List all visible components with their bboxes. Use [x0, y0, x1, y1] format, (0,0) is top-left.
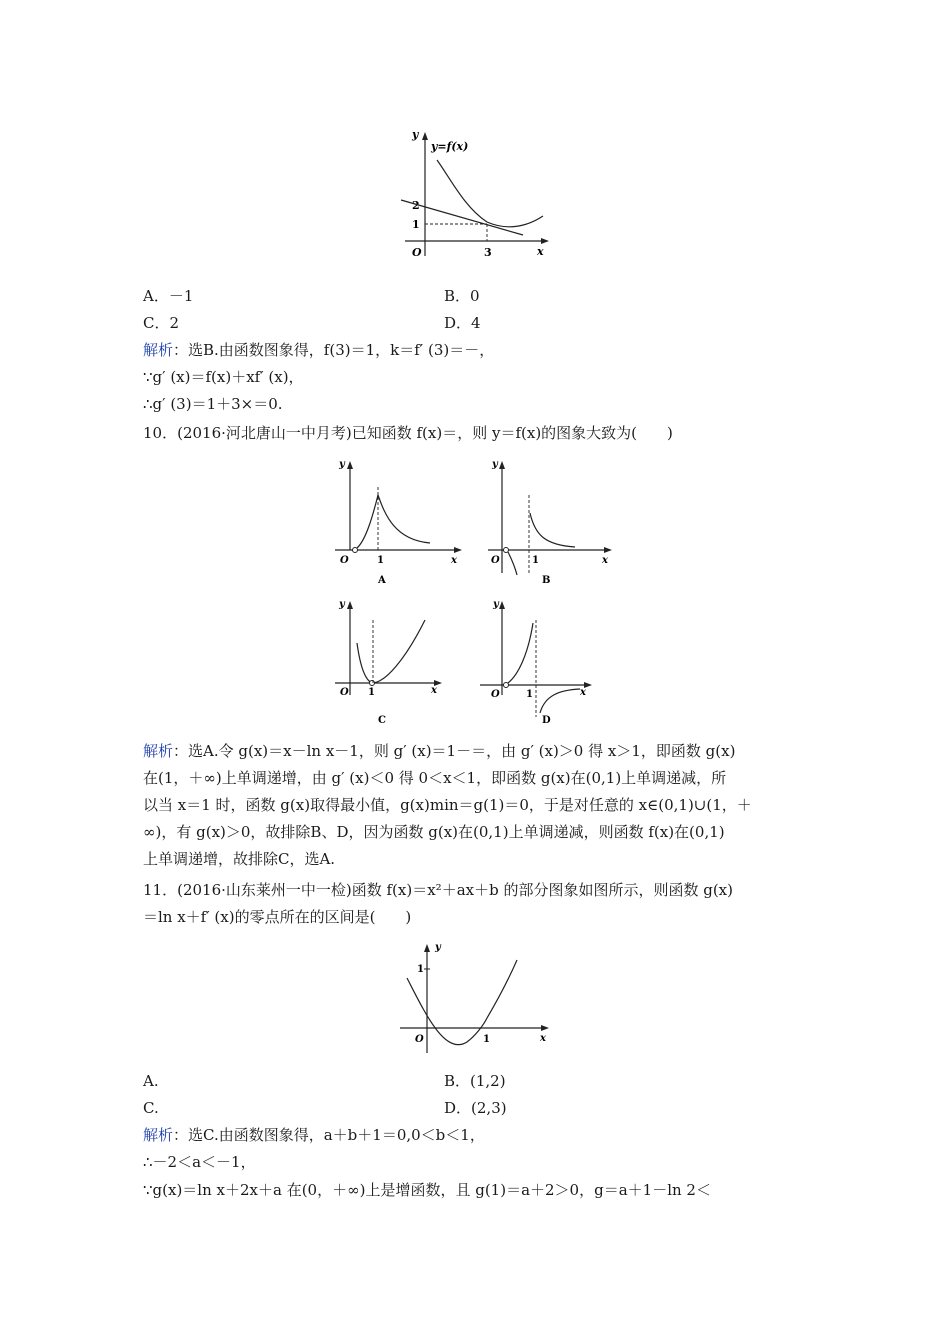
tick-3-label: 3	[484, 246, 492, 259]
q11-stem-line2: ＝ln x＋f′ (x)的零点所在的区间是( )	[143, 908, 412, 926]
panel-c-tick-1: 1	[368, 687, 375, 698]
figure-q9	[395, 128, 555, 263]
q11-stem-line1: 11．(2016·山东莱州一中一检)函数 f(x)＝x²＋ax＋b 的部分图象如图所示，则函数 g(x)	[143, 881, 733, 899]
panel-d-tick-1: 1	[526, 689, 533, 700]
panel-a-x-label: x	[451, 555, 457, 566]
solution-keyword: 解析	[143, 341, 174, 359]
q10-solution-line1	[143, 741, 735, 761]
panel-b-tick-1: 1	[532, 555, 539, 566]
tick-1x-label: 1	[483, 1034, 490, 1045]
q11-option-a: A.	[143, 1072, 159, 1090]
panel-a-origin: O	[340, 555, 349, 566]
panel-b-x-label: x	[602, 555, 608, 566]
curve-label: y=f(x)	[431, 140, 469, 153]
q10-solution-line3: 以当 x＝1 时，函数 g(x)取得最小值，g(x)min＝g(1)＝0，于是对任意的 x∈(0,1)∪(1，＋	[143, 796, 752, 814]
q11-option-b: B．(1,2)	[444, 1072, 506, 1090]
q9-solution-line1	[143, 340, 494, 360]
panel-c-label: C	[378, 715, 386, 726]
y-axis-arrow	[424, 944, 430, 952]
figure-q11	[395, 938, 555, 1056]
figure-q10	[330, 455, 620, 730]
panel-a-label: A	[378, 575, 386, 586]
x-axis-arrow	[541, 238, 549, 244]
origin-label: O	[412, 246, 422, 259]
curve-f	[437, 160, 543, 227]
panel-b-y-label: y	[492, 459, 498, 470]
panel-a-tick-1: 1	[377, 555, 384, 566]
panel-a-y-label: y	[339, 459, 345, 470]
q10-solution-line4: ∞)，有 g(x)＞0，故排除B、D，因为函数 g(x)在(0,1)上单调递减，则函数 f(x)在(0,1)	[143, 823, 725, 841]
panel-c-origin: O	[340, 687, 349, 698]
q11-option-c: C.	[143, 1099, 159, 1117]
y-axis-label: y	[412, 128, 419, 141]
panel-c-x-label: x	[431, 685, 437, 696]
x-axis-arrow	[541, 1025, 549, 1031]
q9-option-d: D．4	[444, 314, 481, 332]
x-axis-label: x	[537, 245, 544, 258]
y-axis-arrow	[422, 132, 428, 140]
q9-option-c: C．2	[143, 314, 180, 332]
solution-text: ：选B.由函数图象得，f(3)＝1，k＝f′ (3)＝－，	[173, 341, 495, 359]
x-axis-label: x	[540, 1033, 546, 1044]
q11-option-d: D．(2,3)	[444, 1099, 507, 1117]
panel-c-y-label: y	[339, 599, 345, 610]
y-axis-label: y	[435, 942, 441, 953]
tick-2-label: 2	[412, 199, 420, 212]
panel-b-label: B	[542, 575, 551, 586]
q10-stem: 10．(2016·河北唐山一中月考)已知函数 f(x)＝，则 y＝f(x)的图象大致为( )	[143, 424, 673, 442]
q11-solution-line3: ∵g(x)＝ln x＋2x＋a 在(0，＋∞)上是增函数，且 g(1)＝a＋2＞0，g＝a＋1－ln 2＜	[143, 1181, 711, 1199]
solution-text: ：选C.由函数图象得，a＋b＋1＝0,0＜b＜1，	[173, 1126, 485, 1144]
q10-solution-line5: 上单调递增，故排除C，选A.	[143, 850, 336, 868]
q9-option-a: A．－1	[143, 287, 194, 305]
q9-solution-line2: ∵g′ (x)＝f(x)＋xf′ (x)，	[143, 368, 304, 386]
panel-d-x-label: x	[580, 687, 586, 698]
solution-text: ：选A.令 g(x)＝x－ln x－1，则 g′ (x)＝1－＝，由 g′ (x)＞0 得 x＞1，即函数 g(x)	[173, 742, 736, 760]
solution-keyword: 解析	[143, 1126, 174, 1144]
tick-1-label: 1	[412, 218, 420, 231]
q11-solution-line2: ∴－2＜a＜－1，	[143, 1153, 256, 1171]
panel-a	[335, 459, 462, 586]
q9-solution-line3: ∴g′ (3)＝1＋3×＝0.	[143, 395, 283, 413]
panel-d-label: D	[542, 715, 551, 726]
panel-d-y-label: y	[493, 599, 499, 610]
panel-c	[335, 599, 442, 726]
panel-d-origin: O	[491, 689, 500, 700]
q11-solution-line1	[143, 1125, 485, 1145]
origin-label: O	[415, 1034, 424, 1045]
q9-option-b: B．0	[444, 287, 480, 305]
solution-keyword: 解析	[143, 742, 174, 760]
panel-d	[480, 599, 592, 726]
tick-1y-label: 1	[417, 964, 424, 975]
panel-b	[488, 459, 612, 586]
panel-b-origin: O	[491, 555, 500, 566]
q10-solution-line2: 在(1，＋∞)上单调递增，由 g′ (x)＜0 得 0＜x＜1，即函数 g(x)在(0,1)上单调递减，所	[143, 769, 727, 787]
